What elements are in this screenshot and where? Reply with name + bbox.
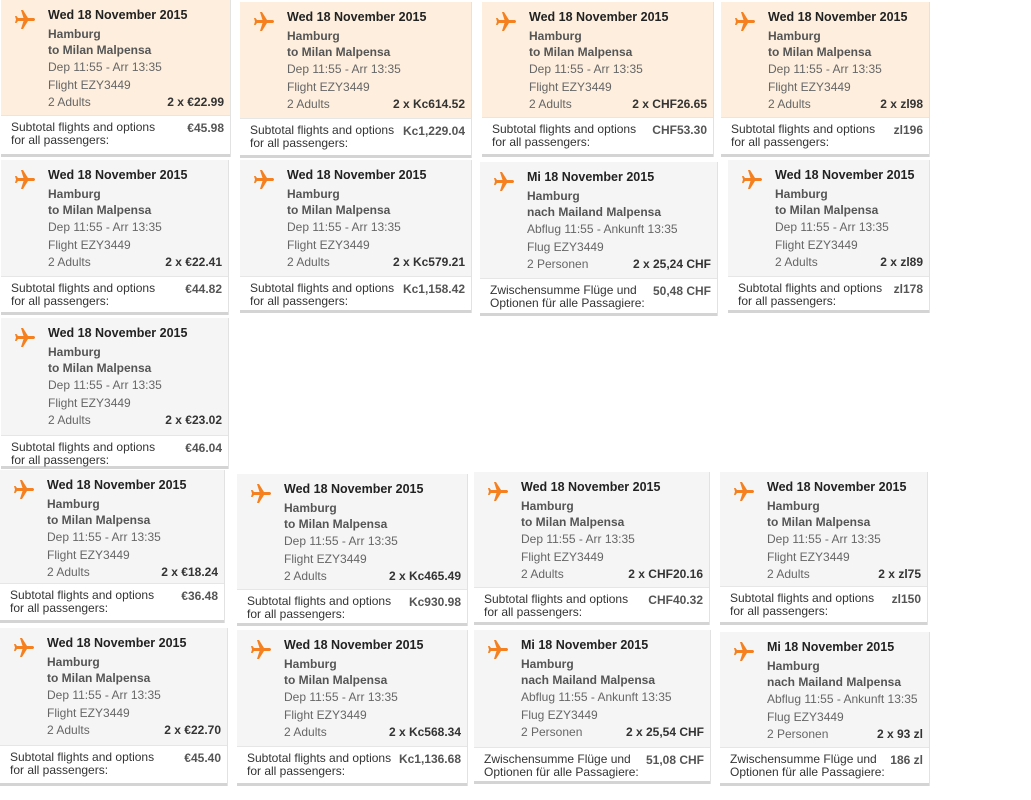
- arrival-city: nach Mailand Malpensa: [521, 673, 656, 687]
- flight-number: Flight EZY3449: [768, 80, 851, 94]
- flight-route: [287, 186, 390, 218]
- flight-details: [721, 2, 929, 117]
- passenger-count: 2 Personen: [521, 725, 583, 739]
- subtotal-label: [250, 282, 394, 308]
- flight-details: [474, 472, 709, 587]
- flight-details: [728, 160, 929, 276]
- unit-price: 2 x 93 zl: [876, 727, 923, 741]
- flight-route: [521, 498, 624, 530]
- unit-price: 2 x Kc579.21: [392, 255, 465, 269]
- flight-number: Flight EZY3449: [47, 706, 130, 720]
- subtotal-label-line-2: for all passengers:: [492, 135, 591, 149]
- unit-price: 2 x €22.70: [164, 723, 221, 737]
- passenger-count: 2 Adults: [47, 723, 90, 737]
- flight-times: Abflug 11:55 - Ankunft 13:35: [767, 692, 918, 706]
- subtotal-label: [738, 282, 882, 308]
- departure-city: Hamburg: [48, 345, 101, 359]
- subtotal-row: [237, 746, 467, 786]
- flight-details: [237, 630, 467, 746]
- flight-times: Dep 11:55 - Arr 13:35: [284, 690, 398, 704]
- flight-number: Flight EZY3449: [287, 80, 370, 94]
- departure-city: Hamburg: [527, 189, 580, 203]
- subtotal-label-line-2: for all passengers:: [11, 133, 110, 147]
- subtotal-label: [11, 441, 155, 467]
- departure-city: Hamburg: [284, 501, 337, 515]
- flight-times: Dep 11:55 - Arr 13:35: [284, 534, 398, 548]
- subtotal-label: [250, 124, 394, 150]
- flight-times: Abflug 11:55 - Ankunft 13:35: [521, 690, 672, 704]
- flight-times: Dep 11:55 - Arr 13:35: [48, 220, 162, 234]
- subtotal-value: zl196: [893, 123, 923, 137]
- flight-number: Flight EZY3449: [48, 238, 131, 252]
- arrival-city: to Milan Malpensa: [47, 513, 151, 527]
- flight-summary-card: [474, 472, 710, 625]
- subtotal-label: [247, 595, 391, 621]
- flight-number: Flight EZY3449: [767, 550, 850, 564]
- flight-summary-card: [0, 470, 225, 623]
- subtotal-value: €36.48: [181, 589, 218, 603]
- passenger-count: 2 Adults: [47, 565, 90, 579]
- flight-details: [0, 470, 224, 583]
- plane-icon: [486, 638, 510, 662]
- flight-route: [47, 654, 150, 686]
- subtotal-row: [1, 115, 230, 157]
- flight-number: Flight EZY3449: [284, 708, 367, 722]
- departure-city: Hamburg: [287, 187, 340, 201]
- departure-city: Hamburg: [287, 29, 340, 43]
- flight-number: Flug EZY3449: [521, 708, 598, 722]
- subtotal-label-line-2: for all passengers:: [738, 294, 837, 308]
- plane-icon: [732, 480, 756, 504]
- flight-date: Wed 18 November 2015: [767, 480, 907, 494]
- subtotal-row: [728, 276, 929, 313]
- flight-route: [284, 656, 387, 688]
- subtotal-label-line-1: Zwischensumme Flüge und: [484, 752, 631, 766]
- flight-date: Wed 18 November 2015: [775, 168, 915, 182]
- subtotal-row: [0, 745, 227, 786]
- plane-icon: [252, 168, 276, 192]
- flight-summary-card: [0, 628, 228, 786]
- flight-route: [47, 496, 150, 528]
- subtotal-row: [240, 118, 471, 158]
- arrival-city: nach Mailand Malpensa: [527, 205, 662, 219]
- plane-icon: [249, 482, 273, 506]
- flight-date: Wed 18 November 2015: [48, 168, 188, 182]
- unit-price: 2 x €22.99: [167, 95, 224, 109]
- passenger-count: 2 Adults: [48, 413, 91, 427]
- flight-details: [240, 2, 471, 118]
- subtotal-label-line-1: Zwischensumme Flüge und: [490, 283, 637, 297]
- plane-icon: [740, 168, 764, 192]
- subtotal-label: [11, 121, 155, 147]
- subtotal-label-line-1: Zwischensumme Flüge und: [730, 752, 877, 766]
- flight-date: Wed 18 November 2015: [768, 10, 908, 24]
- flight-details: [480, 162, 717, 278]
- unit-price: 2 x 25,24 CHF: [632, 257, 711, 271]
- subtotal-label-line-1: Subtotal flights and options: [250, 123, 395, 137]
- arrival-city: to Milan Malpensa: [287, 203, 391, 217]
- flight-details: [0, 628, 227, 745]
- subtotal-value: Kc930.98: [408, 595, 461, 609]
- flight-route: [768, 28, 871, 60]
- subtotal-value: Kc1,136.68: [398, 752, 461, 766]
- departure-city: Hamburg: [768, 29, 821, 43]
- subtotal-label-line-2: for all passengers:: [10, 763, 109, 777]
- passenger-count: 2 Adults: [284, 569, 327, 583]
- subtotal-label: [731, 123, 875, 149]
- passenger-count: 2 Adults: [48, 95, 91, 109]
- flight-route: [287, 28, 390, 60]
- flight-summary-card: [237, 474, 468, 626]
- subtotal-label: [10, 589, 154, 615]
- flight-route: [48, 26, 151, 58]
- departure-city: Hamburg: [775, 187, 828, 201]
- subtotal-row: [720, 586, 927, 625]
- flight-route: [775, 186, 878, 218]
- arrival-city: to Milan Malpensa: [775, 203, 879, 217]
- arrival-city: to Milan Malpensa: [521, 515, 625, 529]
- unit-price: 2 x Kc614.52: [392, 97, 465, 111]
- subtotal-row: [721, 117, 929, 157]
- plane-icon: [13, 168, 37, 192]
- flight-route: [529, 28, 632, 60]
- departure-city: Hamburg: [47, 655, 100, 669]
- departure-city: Hamburg: [521, 499, 574, 513]
- subtotal-value: €44.82: [185, 282, 222, 296]
- flight-times: Dep 11:55 - Arr 13:35: [767, 532, 881, 546]
- flight-summary-card: [482, 2, 714, 157]
- departure-city: Hamburg: [529, 29, 582, 43]
- subtotal-label-line-2: for all passengers:: [484, 605, 583, 619]
- subtotal-label-line-2: for all passengers:: [250, 294, 349, 308]
- plane-icon: [494, 10, 518, 34]
- departure-city: Hamburg: [48, 27, 101, 41]
- flight-number: Flight EZY3449: [521, 550, 604, 564]
- flight-date: Wed 18 November 2015: [287, 10, 427, 24]
- flight-summary-card: [1, 0, 231, 157]
- passenger-count: 2 Adults: [775, 255, 818, 269]
- flight-date: Wed 18 November 2015: [284, 482, 424, 496]
- flight-date: Wed 18 November 2015: [47, 478, 187, 492]
- subtotal-label-line-2: for all passengers:: [11, 453, 110, 467]
- plane-icon: [252, 10, 276, 34]
- passenger-count: 2 Adults: [284, 725, 327, 739]
- flight-summary-card: [720, 472, 928, 625]
- flight-details: [237, 474, 467, 589]
- plane-icon: [732, 640, 756, 664]
- subtotal-label-line-2: for all passengers:: [247, 607, 346, 621]
- subtotal-row: [720, 747, 929, 786]
- flight-date: Wed 18 November 2015: [284, 638, 424, 652]
- departure-city: Hamburg: [767, 659, 820, 673]
- flight-details: [240, 160, 471, 276]
- subtotal-row: [482, 117, 713, 157]
- subtotal-value: Kc1,229.04: [402, 124, 465, 138]
- flight-date: Wed 18 November 2015: [48, 8, 188, 22]
- flight-summary-card: [728, 160, 930, 313]
- subtotal-row: [240, 276, 471, 313]
- flight-summary-card: [480, 162, 718, 316]
- passenger-count: 2 Adults: [287, 255, 330, 269]
- subtotal-label-line-2: Optionen für alle Passagiere:: [490, 296, 645, 310]
- arrival-city: to Milan Malpensa: [48, 361, 152, 375]
- departure-city: Hamburg: [48, 187, 101, 201]
- subtotal-value: zl178: [893, 282, 923, 296]
- subtotal-label: [730, 592, 874, 618]
- flight-number: Flight EZY3449: [48, 396, 131, 410]
- unit-price: 2 x zl98: [880, 97, 923, 111]
- subtotal-value: €45.98: [187, 121, 224, 135]
- flight-summary-card: [1, 160, 229, 315]
- flight-times: Dep 11:55 - Arr 13:35: [775, 220, 889, 234]
- subtotal-label-line-1: Subtotal flights and options: [731, 122, 876, 136]
- flight-route: [284, 500, 387, 532]
- plane-icon: [733, 10, 757, 34]
- unit-price: 2 x 25,54 CHF: [625, 725, 704, 739]
- subtotal-value: 186 zl: [890, 753, 923, 767]
- subtotal-label-line-1: Subtotal flights and options: [484, 592, 629, 606]
- subtotal-label-line-1: Subtotal flights and options: [10, 588, 155, 602]
- subtotal-label: [492, 123, 636, 149]
- flight-summary-card: [240, 160, 472, 313]
- flight-times: Dep 11:55 - Arr 13:35: [287, 220, 401, 234]
- unit-price: 2 x Kc465.49: [388, 569, 461, 583]
- arrival-city: to Milan Malpensa: [48, 43, 152, 57]
- arrival-city: to Milan Malpensa: [287, 45, 391, 59]
- arrival-city: to Milan Malpensa: [284, 517, 388, 531]
- subtotal-label: [247, 752, 391, 778]
- arrival-city: to Milan Malpensa: [767, 515, 871, 529]
- unit-price: 2 x CHF26.65: [632, 97, 707, 111]
- flight-date: Mi 18 November 2015: [767, 640, 895, 654]
- flight-route: [767, 498, 870, 530]
- subtotal-row: [474, 747, 710, 784]
- flight-details: [720, 472, 927, 586]
- flight-date: Wed 18 November 2015: [521, 480, 661, 494]
- passenger-count: 2 Adults: [767, 567, 810, 581]
- departure-city: Hamburg: [521, 657, 574, 671]
- subtotal-label-line-1: Subtotal flights and options: [250, 281, 395, 295]
- plane-icon: [486, 480, 510, 504]
- subtotal-row: [480, 278, 717, 316]
- unit-price: 2 x €18.24: [161, 565, 218, 579]
- subtotal-value: zl150: [891, 592, 921, 606]
- subtotal-label-line-1: Subtotal flights and options: [11, 440, 156, 454]
- arrival-city: nach Mailand Malpensa: [767, 675, 902, 689]
- subtotal-value: €45.40: [184, 751, 221, 765]
- flight-times: Dep 11:55 - Arr 13:35: [47, 688, 161, 702]
- flight-times: Dep 11:55 - Arr 13:35: [48, 60, 162, 74]
- subtotal-label-line-1: Subtotal flights and options: [730, 591, 875, 605]
- unit-price: 2 x zl75: [878, 567, 921, 581]
- flight-number: Flight EZY3449: [284, 552, 367, 566]
- flight-date: Wed 18 November 2015: [287, 168, 427, 182]
- plane-icon: [12, 478, 36, 502]
- flight-date: Mi 18 November 2015: [527, 170, 655, 184]
- subtotal-label: [730, 753, 885, 779]
- subtotal-label-line-1: Subtotal flights and options: [11, 120, 156, 134]
- flight-times: Dep 11:55 - Arr 13:35: [47, 530, 161, 544]
- plane-icon: [12, 636, 36, 660]
- flight-number: Flight EZY3449: [529, 80, 612, 94]
- subtotal-label: [10, 751, 154, 777]
- flight-times: Dep 11:55 - Arr 13:35: [287, 62, 401, 76]
- flight-summary-card: [720, 632, 930, 786]
- flight-summary-card: [1, 318, 229, 469]
- flight-summary-card: [721, 2, 930, 157]
- departure-city: Hamburg: [284, 657, 337, 671]
- subtotal-label-line-2: Optionen für alle Passagiere:: [484, 765, 639, 779]
- flight-route: [767, 658, 901, 690]
- subtotal-label-line-1: Subtotal flights and options: [10, 750, 155, 764]
- unit-price: 2 x €23.02: [165, 413, 222, 427]
- plane-icon: [492, 170, 516, 194]
- passenger-count: 2 Adults: [48, 255, 91, 269]
- flight-route: [48, 186, 151, 218]
- arrival-city: to Milan Malpensa: [48, 203, 152, 217]
- plane-icon: [13, 326, 37, 350]
- passenger-count: 2 Adults: [287, 97, 330, 111]
- subtotal-label: [11, 282, 155, 308]
- subtotal-row: [1, 435, 228, 469]
- flight-details: [1, 318, 228, 435]
- subtotal-label-line-2: for all passengers:: [250, 136, 349, 150]
- flight-route: [48, 344, 151, 376]
- flight-summary-card: [474, 630, 711, 784]
- flight-number: Flight EZY3449: [48, 78, 131, 92]
- flight-details: [474, 630, 710, 747]
- plane-icon: [249, 638, 273, 662]
- flight-times: Dep 11:55 - Arr 13:35: [521, 532, 635, 546]
- flight-details: [1, 0, 230, 115]
- subtotal-value: Kc1,158.42: [402, 282, 465, 296]
- flight-number: Flight EZY3449: [47, 548, 130, 562]
- unit-price: 2 x Kc568.34: [388, 725, 461, 739]
- subtotal-label-line-1: Subtotal flights and options: [738, 281, 883, 295]
- subtotal-label: [484, 753, 639, 779]
- flight-date: Wed 18 November 2015: [529, 10, 669, 24]
- flight-number: Flug EZY3449: [767, 710, 844, 724]
- subtotal-label-line-1: Subtotal flights and options: [492, 122, 637, 136]
- flight-details: [482, 2, 713, 117]
- subtotal-row: [474, 587, 709, 625]
- passenger-count: 2 Adults: [768, 97, 811, 111]
- arrival-city: to Milan Malpensa: [47, 671, 151, 685]
- flight-details: [1, 160, 228, 276]
- flight-route: [527, 188, 661, 220]
- unit-price: 2 x zl89: [880, 255, 923, 269]
- subtotal-value: €46.04: [185, 441, 222, 455]
- subtotal-row: [0, 583, 224, 623]
- flight-summary-card: [240, 2, 472, 158]
- subtotal-label: [490, 284, 645, 310]
- flight-number: Flug EZY3449: [527, 240, 604, 254]
- subtotal-value: 51,08 CHF: [645, 753, 704, 767]
- arrival-city: to Milan Malpensa: [529, 45, 633, 59]
- subtotal-label-line-1: Subtotal flights and options: [247, 751, 392, 765]
- flight-times: Abflug 11:55 - Ankunft 13:35: [527, 222, 678, 236]
- flight-times: Dep 11:55 - Arr 13:35: [529, 62, 643, 76]
- flight-summary-card: [237, 630, 468, 786]
- flight-details: [720, 632, 929, 747]
- passenger-count: 2 Personen: [527, 257, 589, 271]
- unit-price: 2 x €22.41: [165, 255, 222, 269]
- departure-city: Hamburg: [47, 497, 100, 511]
- subtotal-label: [484, 593, 628, 619]
- flight-date: Wed 18 November 2015: [47, 636, 187, 650]
- subtotal-label-line-2: for all passengers:: [730, 604, 829, 618]
- subtotal-value: CHF40.32: [648, 593, 703, 607]
- flight-route: [521, 656, 655, 688]
- flight-date: Wed 18 November 2015: [48, 326, 188, 340]
- subtotal-label-line-2: for all passengers:: [11, 294, 110, 308]
- subtotal-value: 50,48 CHF: [652, 284, 711, 298]
- passenger-count: 2 Personen: [767, 727, 829, 741]
- flight-number: Flight EZY3449: [287, 238, 370, 252]
- subtotal-label-line-2: for all passengers:: [731, 135, 830, 149]
- subtotal-label-line-1: Subtotal flights and options: [11, 281, 156, 295]
- passenger-count: 2 Adults: [521, 567, 564, 581]
- subtotal-label-line-1: Subtotal flights and options: [247, 594, 392, 608]
- subtotal-label-line-2: Optionen für alle Passagiere:: [730, 765, 885, 779]
- subtotal-value: CHF53.30: [652, 123, 707, 137]
- subtotal-row: [1, 276, 228, 315]
- passenger-count: 2 Adults: [529, 97, 572, 111]
- subtotal-label-line-2: for all passengers:: [10, 601, 109, 615]
- flight-number: Flight EZY3449: [775, 238, 858, 252]
- plane-icon: [13, 8, 37, 32]
- flight-times: Dep 11:55 - Arr 13:35: [768, 62, 882, 76]
- subtotal-row: [237, 589, 467, 626]
- arrival-city: to Milan Malpensa: [768, 45, 872, 59]
- subtotal-label-line-2: for all passengers:: [247, 764, 346, 778]
- arrival-city: to Milan Malpensa: [284, 673, 388, 687]
- flight-date: Mi 18 November 2015: [521, 638, 649, 652]
- unit-price: 2 x CHF20.16: [628, 567, 703, 581]
- flight-times: Dep 11:55 - Arr 13:35: [48, 378, 162, 392]
- departure-city: Hamburg: [767, 499, 820, 513]
